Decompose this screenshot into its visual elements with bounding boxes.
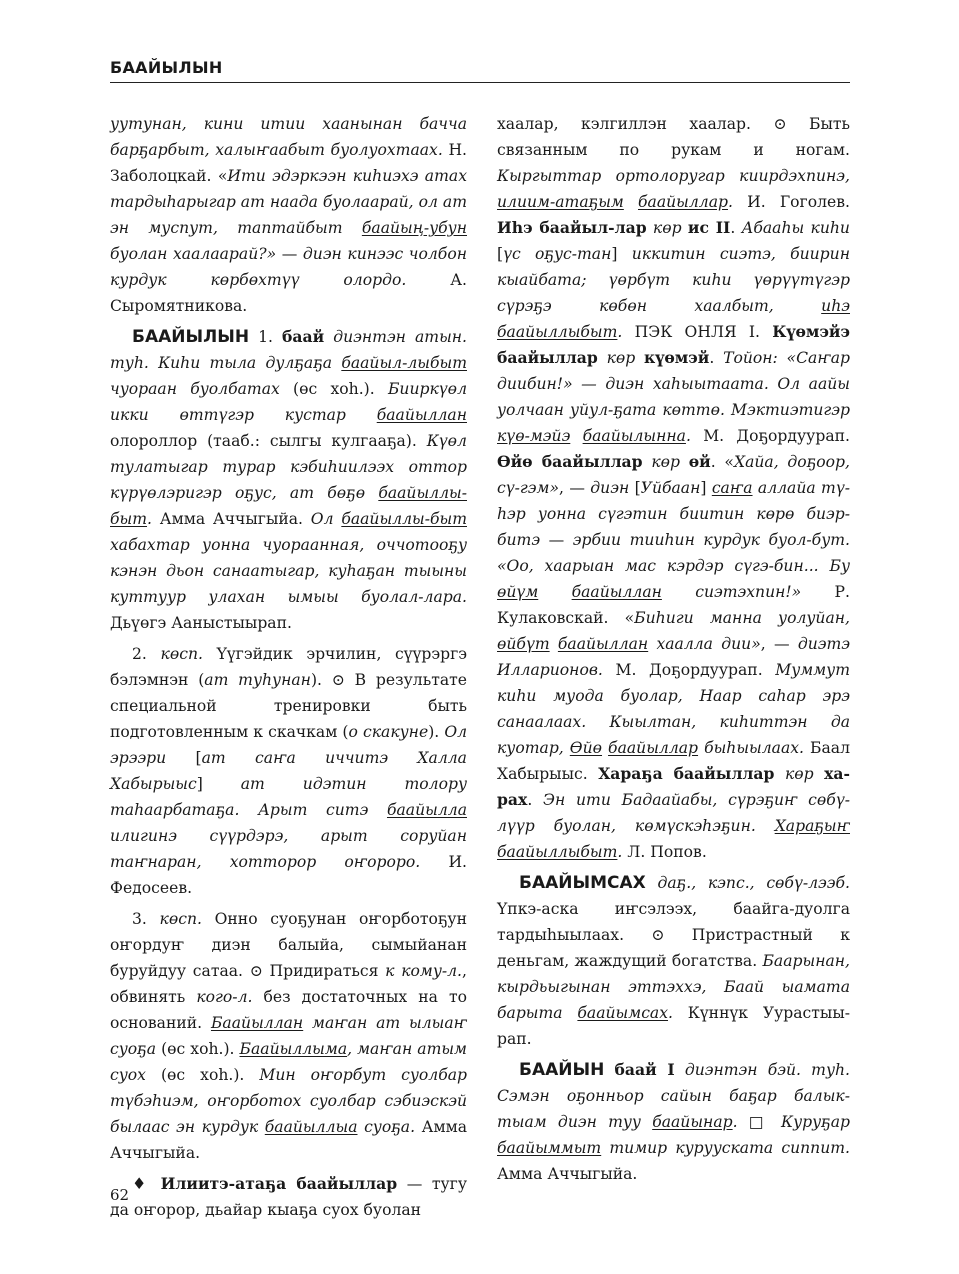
page-number: 62	[110, 1186, 130, 1204]
underlined-run: баайылла	[386, 801, 467, 819]
italic-run	[538, 583, 571, 601]
headword: БААЙЫМСАХ	[519, 873, 646, 893]
text-run	[598, 349, 607, 367]
italic-run: о скакуне	[348, 723, 429, 741]
italic-run: быһыылаах.	[698, 739, 805, 757]
italic-run: хабахтар уонна чуораанная, оччотооҕу кэнэн дьон санаатыгар, куһаҕан тыыны куттуур улахан ымыы буолал-лара.	[110, 536, 467, 606]
italic-run: көсп.	[159, 910, 202, 928]
bold-run: Иһэ баайыл-лар	[497, 218, 647, 237]
underlined-run: баайыллы-быт	[110, 484, 467, 528]
text-run: [	[497, 245, 504, 263]
text-run: М. Доҕордуурап.	[602, 661, 776, 679]
text-run: Н. Заболоцкай. «	[110, 141, 468, 185]
paragraph	[110, 641, 467, 901]
text-run: ]	[700, 479, 712, 497]
italic-run: Баарынан, кырдьыгынан эттэххэ, Баай ыамата барыта	[497, 952, 850, 1022]
underlined-run: баайыллан	[557, 635, 649, 653]
text-run: (өс хоһ.).	[279, 380, 388, 398]
text-run: И. Федосеев.	[110, 853, 467, 897]
headword: БААЙЫЛЫН	[132, 327, 250, 347]
italic-run: көр	[784, 765, 814, 783]
underlined-run: иһэ	[821, 297, 850, 315]
text-run: М. Доҕордуурап.	[690, 427, 850, 445]
italic-run: хаалла дии»	[648, 635, 761, 653]
italic-run: Муммут киһи муода буолар, Наар саһар эрэ санаалаах. Кыылтан, киһиттэн да куотар,	[497, 661, 850, 757]
paragraph	[497, 111, 850, 865]
text-run: Үпкэ-аска иҥсэлээх, баайга-дуолга тардыһыылаах. ⊙ Пристрастный к деньгам, жаждущий богатства.	[497, 900, 850, 970]
italic-run: к кому-л.	[385, 962, 463, 980]
text-run: , —	[760, 635, 798, 653]
italic-run: буолан хаалаарай?»	[110, 245, 277, 263]
text-run: Онно суоҕунан оҥорботоҕун оҥордуҥ диэн балыйа, сымыйанан буруйдуу сатаа. ⊙ Придираться	[110, 910, 467, 980]
underlined-run: баайыл-лыбыт	[341, 354, 467, 372]
italic-run: Мин оҥорбут суолбар түбэһиэм, оҥорботох суолбар сэбиэскэй былаас эн курдук	[110, 1066, 467, 1136]
italic-run: иккитин сиэтэ, биирин кыайбата; үөрбүт киһи үөрүүтүгэр сүрэҕэ көбөн хаалбыт,	[497, 245, 850, 315]
italic-run: Күөл тулатыгар турар кэбиһиилээх оттор күрүөлэригэр оҕус, ат бөҕө	[110, 432, 467, 502]
italic-run: .	[668, 1004, 673, 1022]
underlined-run: саҥа	[711, 479, 753, 497]
diamond-marker: ♦	[132, 1174, 161, 1193]
text-run: [	[166, 749, 202, 767]
underlined-run: баайыллы-быт	[341, 510, 467, 528]
bold-run: баай	[282, 327, 325, 346]
italic-run: ат туһунан	[204, 671, 311, 689]
text-run: , —	[559, 479, 591, 497]
text-run: .	[527, 791, 544, 809]
bold-run: Өйө баайыллар	[497, 452, 643, 471]
italic-run: илигинэ сүүрдэрэ, арыт соруйан таҥнаран, хотторор оҥороро.	[110, 827, 467, 871]
bold-run: өй	[688, 452, 711, 471]
text-run: А. Сыромятникова.	[110, 271, 467, 315]
italic-run: Ол	[310, 510, 342, 528]
text-run: Л. Попов.	[622, 843, 707, 861]
underlined-run: өйүм	[497, 583, 539, 601]
text-run: Амма Аччыгыйа.	[110, 1118, 467, 1162]
underlined-run: баайыммыт	[497, 1139, 602, 1157]
entry-baaiymsakh	[497, 870, 850, 1052]
text-run: Р. Кулаковскай. «	[497, 583, 850, 627]
underlined-run: илиим-атаҕым	[497, 193, 624, 211]
bold-run: баай I	[614, 1060, 675, 1079]
italic-run: Ити эдэркээн киһиэхэ атах тардыһарыгар ат наада буолаарай, ол ат эн муспут, таптайбыт	[110, 167, 467, 237]
text-run: (өс хоһ.).	[145, 1066, 260, 1084]
underlined-run: Өйө	[569, 739, 603, 757]
text-run: 2.	[132, 645, 161, 663]
italic-run: көр	[606, 349, 636, 367]
text-run: Амма Аччыгыйа.	[151, 510, 311, 528]
text-run	[814, 765, 825, 783]
text-run: И. Гоголев.	[732, 193, 850, 211]
headword: БААЙЫН	[519, 1060, 605, 1080]
italic-run: үс оҕус-тан	[503, 245, 612, 263]
entry-baaiylyn	[110, 324, 467, 636]
text-run: без достаточных на то оснований.	[110, 988, 467, 1032]
underlined-run: баайылынна	[582, 427, 686, 445]
italic-run: көр	[651, 453, 681, 471]
text-run: □	[737, 1113, 781, 1131]
bold-run: Хараҕа баайыллар	[598, 764, 775, 783]
text-run: олороллор (тааб.: сылгы кулгааҕа).	[110, 432, 427, 450]
underlined-run: күө-мэйэ	[497, 427, 571, 445]
text-run: хаалар, кэлгиллэн хаалар. ⊙ Быть связанным по рукам и ногам.	[497, 115, 850, 159]
italic-run: ат саҥа иччитэ Халла Хабырыыс	[110, 749, 467, 793]
italic-run: Эн ити Бадаайабы, сүрэҕиҥ сөбү-лүүр буолан, көмүскэһэҕин.	[497, 791, 850, 835]
underlined-run: баайың-убун	[361, 219, 467, 237]
underlined-run: баайынар	[652, 1113, 733, 1131]
text-run: ]	[196, 775, 241, 793]
text-run: .	[730, 219, 742, 237]
italic-run: .	[685, 427, 691, 445]
text-run: Дьүөгэ Ааныстыырап.	[110, 614, 292, 632]
text-run: . «	[710, 453, 734, 471]
bold-run: ис II	[687, 218, 731, 237]
bold-run: Илиитэ-атаҕа баайыллар	[160, 1174, 398, 1193]
italic-run: суоҕа.	[357, 1118, 416, 1136]
underlined-run: Хараҕыҥ	[774, 817, 850, 835]
underlined-run: баайымсах	[577, 1004, 669, 1022]
italic-run: Тойон: «Саҥар диибин!» — диэн хаһыытаата. Ол аайы уолчаан уйул-ҕата көттө. Мэктиэтигэр	[497, 349, 850, 419]
italic-run: даҕ., кэпс., сөбү-лээб.	[657, 874, 850, 892]
text-run: ]	[611, 245, 632, 263]
text-run: Баал Хабырыыс.	[497, 739, 850, 783]
text-run: —	[276, 245, 303, 263]
underlined-run: баайыллан	[571, 583, 662, 601]
text-run: Үүгэйдик эрчилин, сүүрэргэ бэлэмнэн (	[110, 645, 467, 689]
text-run	[774, 765, 785, 783]
entry-baaiyn	[497, 1057, 850, 1187]
italic-run: чуораан буолбатах	[110, 380, 280, 398]
right-column	[497, 111, 850, 1192]
italic-run: тимир курууската сиппит.	[601, 1139, 850, 1157]
italic-run: Кыргыттар ортолоругар киирдэхпинэ,	[497, 167, 850, 185]
italic-run: .	[732, 1113, 738, 1131]
italic-run: диэтэ Илларионов.	[497, 635, 850, 679]
bold-run: ха-рах	[497, 764, 850, 809]
italic-run: диэн кинээс чолбон курдук көрбөхтүү олордо.	[110, 245, 467, 289]
left-column	[110, 111, 467, 1228]
italic-run: Куруҕар	[781, 1113, 850, 1131]
text-run: (өс хоһ.).	[156, 1040, 240, 1058]
text-run	[680, 453, 689, 471]
italic-run: Уйбаан	[640, 479, 701, 497]
text-run: —	[540, 531, 573, 549]
italic-run: Абааһы киһи	[741, 219, 850, 237]
italic-run	[570, 427, 582, 445]
text-run: [	[629, 479, 641, 497]
underlined-run: баайыллыа	[264, 1118, 358, 1136]
text-run: Күннүк Уурастыы-рап.	[497, 1004, 851, 1048]
running-header	[110, 56, 850, 83]
italic-run	[550, 635, 558, 653]
italic-run: сиэтэхпин!»	[661, 583, 802, 601]
text-run	[635, 349, 644, 367]
underlined-run: Баайыллан	[210, 1014, 304, 1032]
underlined-run: баайыллан	[376, 406, 467, 424]
italic-run: эрбии тииһин курдук буол-бут. «Оо, хаарыан мас кэрдэр сүгэ-бин... Бу	[497, 531, 850, 575]
bold-run: күөмэй	[644, 348, 710, 367]
italic-run: көр	[652, 219, 682, 237]
paragraph	[110, 111, 467, 319]
text-run: ПЭК ОНЛЯ I.	[622, 323, 773, 341]
text-run	[646, 874, 658, 892]
text-run: 1.	[249, 328, 283, 346]
italic-run: .	[147, 510, 152, 528]
italic-run: Биһиги манна уолуйан,	[634, 609, 851, 627]
text-run: — тугу да оҥорор, дьайар кыаҕа суох буолан	[110, 1175, 468, 1219]
italic-run	[624, 193, 638, 211]
italic-run: көсп.	[160, 645, 203, 663]
underlined-run: баайыллыбыт	[497, 323, 618, 341]
italic-run: уутунан, кини итии хаанынан бачча барҕарбыт, халыҥаабыт буолуохтаах.	[110, 115, 467, 159]
italic-run: ат идэтин толору таһаарбатаҕа. Арыт ситэ	[110, 775, 468, 819]
italic-run: .	[728, 193, 733, 211]
italic-run: диэнтэн атын. туһ. Киһи тыла дулҕаҕа	[110, 328, 467, 372]
italic-run: кого-л.	[196, 988, 253, 1006]
underlined-run: Баайыллыма	[239, 1040, 348, 1058]
text-run: Амма Аччыгыйа.	[497, 1165, 638, 1183]
text-run	[604, 1061, 614, 1079]
italic-run: диэнтэн бэй. туһ. Сэмэн оҕонньор сайын баҕар балык-тыам диэн туу	[497, 1061, 850, 1131]
text-run: .	[709, 349, 724, 367]
italic-run: Бииркүөл икки өттүгэр кустар	[110, 380, 467, 424]
underlined-run: баайыллар	[638, 193, 728, 211]
text-run	[675, 1061, 685, 1079]
italic-run: Хайа, доҕоор, сү-гэм»	[497, 453, 850, 497]
text-run: , обвинять	[110, 962, 467, 1006]
italic-run: .	[617, 843, 623, 861]
page-title: БААЙЫЛЫН	[110, 58, 223, 77]
phrase-paragraph	[110, 1171, 467, 1223]
underlined-run: баайыллыбыт	[497, 843, 618, 861]
italic-run: диэн	[590, 479, 630, 497]
text-run: ).	[428, 723, 445, 741]
text-run: ). ⊙ В результате специальной тренировки быть подготовленным к скачкам (	[110, 671, 467, 741]
italic-run: .	[617, 323, 623, 341]
text-run: 3.	[132, 910, 160, 928]
paragraph	[110, 906, 467, 1166]
italic-run: , маҥан атым суох	[110, 1040, 467, 1084]
italic-run: аллайа тү-һэр уонна сүгэтин биитин көрө биэр-битэ	[497, 479, 851, 549]
bold-run: Күөмэйэ баайыллар	[497, 322, 850, 367]
italic-run: маҥан ат ылыаҥ суоҕа	[110, 1014, 467, 1058]
italic-run: Ол эрээри	[110, 723, 468, 767]
underlined-run: баайыллар	[608, 739, 699, 757]
underlined-run: өйбүт	[497, 635, 550, 653]
